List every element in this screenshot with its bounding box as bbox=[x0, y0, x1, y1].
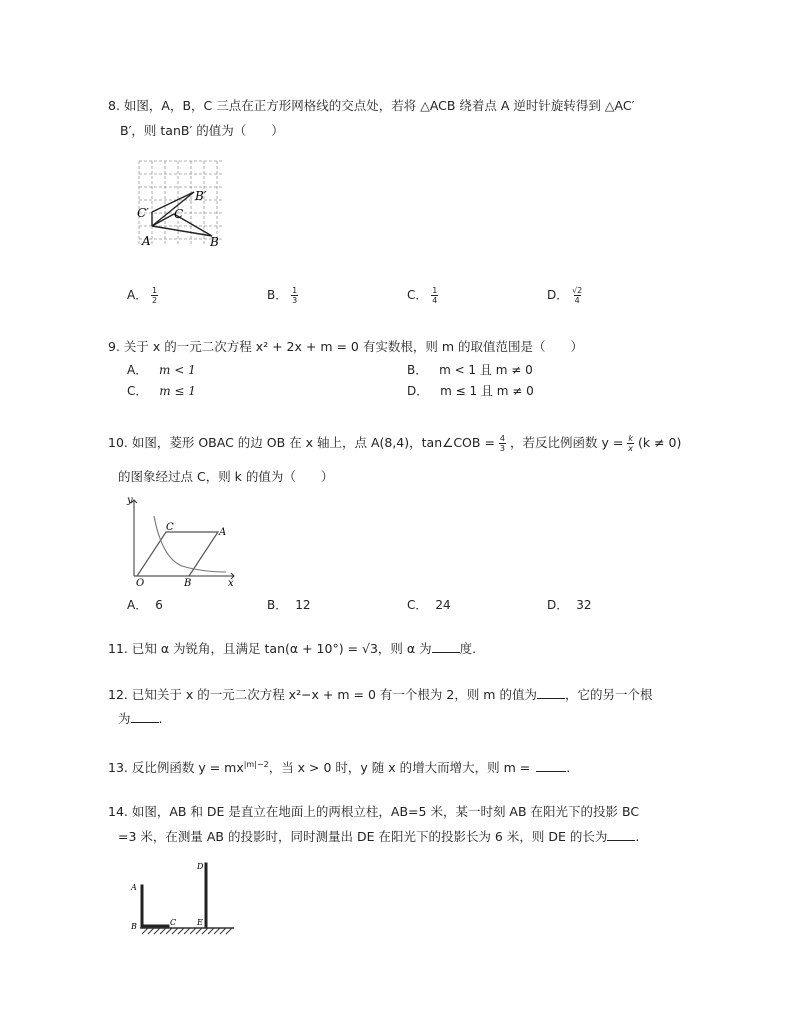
q9-option-a-text: m < 1 bbox=[159, 363, 196, 377]
q9-option-b bbox=[407, 361, 533, 379]
q11-stem bbox=[108, 640, 476, 658]
q10-tan-den: 3 bbox=[499, 444, 505, 453]
q14-ground-hatching bbox=[142, 928, 232, 934]
q10-label-x: x bbox=[228, 578, 234, 586]
q10-kx-num: k bbox=[628, 434, 633, 443]
q10-option-c-letter: C． bbox=[407, 598, 428, 612]
q9-stem: 9. 关于 x 的一元二次方程 x² + 2x + m = 0 有实数根，则 m 的取值范围是（ ） bbox=[108, 339, 583, 354]
q9-option-d bbox=[407, 382, 534, 400]
q12-stem-part-a: 12. 已知关于 x 的一元二次方程 x²−x + m = 0 有一个根为 2，则 m 的值为 bbox=[108, 687, 537, 702]
q11-stem-part-b: 度. bbox=[459, 641, 477, 656]
q14-label-B: B bbox=[131, 922, 137, 931]
q14-stem-line1: 14. 如图，AB 和 DE 是直立在地面上的两根立柱，AB=5 米，某一时刻 AB 在阳光下的投影 BC bbox=[108, 804, 640, 819]
q13-stem-part-a: 13. 反比例函数 y = mx bbox=[108, 760, 244, 776]
q8-option-b bbox=[267, 286, 298, 305]
q8-grid-figure bbox=[134, 156, 228, 248]
q13-exponent: |m|−2 bbox=[243, 760, 269, 769]
q8-label-C: C bbox=[174, 207, 184, 221]
q8-option-a-letter: A． bbox=[127, 288, 148, 302]
q9-option-a-letter: A． bbox=[127, 363, 148, 377]
q10-option-b-letter: B． bbox=[267, 598, 288, 612]
q8-option-b-den: 3 bbox=[292, 296, 298, 305]
q10-label-O: O bbox=[136, 578, 145, 586]
q12-answer-blank-root[interactable] bbox=[131, 722, 159, 723]
q9-option-b-text: m < 1 且 m ≠ 0 bbox=[439, 363, 533, 377]
q14-pillars-figure bbox=[128, 858, 238, 940]
q11-stem-part-a: 11. 已知 α 为锐角，且满足 tan(α + 10°) = √3，则 α 为 bbox=[108, 641, 432, 656]
q12-stem-part-d: . bbox=[158, 711, 163, 726]
q8-option-a-den: 2 bbox=[152, 296, 158, 305]
q14-stem-part-a: =3 米，在测量 AB 的投影时，同时测量出 DE 在阳光下的投影长为 6 米，则 DE 的长为 bbox=[118, 829, 608, 844]
q8-option-c bbox=[407, 286, 438, 305]
q10-stem-part-a: 10. 如图，菱形 OBAC 的边 OB 在 x 轴上，点 A(8,4)，tan∠COB = bbox=[108, 435, 495, 450]
q13-stem-part-b: ，当 x > 0 时，y 随 x 的增大而增大，则 m = bbox=[268, 760, 531, 776]
q8-label-B: B bbox=[210, 235, 219, 248]
q10-rhombus-figure bbox=[122, 492, 240, 586]
q14-answer-blank[interactable] bbox=[607, 840, 635, 841]
q14-label-A: A bbox=[131, 883, 137, 892]
q10-tan-num: 4 bbox=[499, 434, 505, 443]
q10-option-b bbox=[267, 596, 311, 614]
q10-option-d-text: 32 bbox=[576, 598, 592, 612]
q10-hyperbola bbox=[154, 516, 226, 572]
q8-option-a-num: 1 bbox=[152, 286, 158, 295]
q8-option-d-num: √2 bbox=[572, 286, 583, 295]
q8-option-d-letter: D． bbox=[547, 288, 569, 302]
q12-answer-blank-m[interactable] bbox=[537, 698, 565, 699]
q8-option-d-den: 4 bbox=[574, 296, 580, 305]
q14-label-D: D bbox=[197, 862, 204, 871]
q10-stem-line2: 的图象经过点 C，则 k 的值为（ ） bbox=[118, 469, 334, 484]
q8-option-c-num: 1 bbox=[432, 286, 438, 295]
q9-option-c-letter: C． bbox=[127, 384, 148, 398]
q10-label-y: y bbox=[127, 495, 133, 506]
q12-stem-line2 bbox=[118, 710, 163, 728]
q10-kx-fraction bbox=[627, 434, 634, 453]
q10-option-a-letter: A． bbox=[127, 598, 148, 612]
q10-stem-line1 bbox=[108, 434, 681, 453]
q9-option-d-text: m ≤ 1 且 m ≠ 0 bbox=[440, 384, 534, 398]
q10-stem-part-c: (k ≠ 0) bbox=[638, 435, 682, 450]
q8-option-c-letter: C． bbox=[407, 288, 428, 302]
q10-stem-part-b: ，若反比例函数 y = bbox=[509, 435, 624, 450]
q8-option-d-fraction bbox=[572, 286, 582, 305]
q13-stem bbox=[108, 756, 570, 777]
q8-label-Cp: C′ bbox=[137, 206, 149, 220]
q10-kx-den: x bbox=[628, 444, 634, 453]
q14-stem-line2 bbox=[118, 828, 639, 846]
q8-option-c-fraction bbox=[431, 286, 438, 305]
q10-option-c bbox=[407, 596, 451, 614]
q9-option-c bbox=[127, 382, 196, 400]
q13-answer-blank[interactable] bbox=[536, 771, 566, 772]
q8-stem-line1: 8. 如图，A，B，C 三点在正方形网格线的交点处，若将 △ACB 绕着点 A 逆时针旋转得到 △AC′ bbox=[108, 98, 635, 113]
q9-option-a bbox=[127, 361, 196, 379]
q10-label-B: B bbox=[184, 578, 192, 586]
q12-stem-part-b: ，它的另一个根 bbox=[564, 687, 653, 702]
q10-label-C: C bbox=[166, 522, 174, 533]
q8-stem-line2: B′，则 tanB′ 的值为（ ） bbox=[120, 123, 284, 138]
q14-label-E: E bbox=[197, 918, 203, 927]
q11-answer-blank[interactable] bbox=[432, 652, 460, 653]
q10-rhombus-OBAC bbox=[137, 532, 218, 576]
q9-option-b-letter: B． bbox=[407, 363, 428, 377]
q8-option-b-num: 1 bbox=[292, 286, 298, 295]
q10-option-a-text: 6 bbox=[155, 598, 163, 612]
q10-label-A: A bbox=[219, 527, 227, 538]
q8-label-Bp: B′ bbox=[195, 189, 207, 203]
q8-option-a bbox=[127, 286, 158, 305]
q9-option-c-text: m ≤ 1 bbox=[159, 384, 196, 398]
q8-option-d bbox=[547, 286, 582, 305]
q14-label-C: C bbox=[170, 918, 177, 927]
q10-tan-fraction bbox=[499, 434, 506, 453]
q10-option-c-text: 24 bbox=[435, 598, 451, 612]
q8-option-c-den: 4 bbox=[432, 296, 438, 305]
q10-option-d bbox=[547, 596, 592, 614]
q8-option-b-letter: B． bbox=[267, 288, 288, 302]
q10-option-d-letter: D． bbox=[547, 598, 569, 612]
q12-stem-line1 bbox=[108, 686, 652, 704]
q8-label-A: A bbox=[142, 234, 151, 248]
q12-stem-part-c: 为 bbox=[118, 711, 131, 726]
q9-option-d-letter: D． bbox=[407, 384, 429, 398]
q10-option-b-text: 12 bbox=[295, 598, 311, 612]
q10-option-a bbox=[127, 596, 163, 614]
q8-option-a-fraction bbox=[151, 286, 158, 305]
q13-stem-part-c: . bbox=[566, 760, 571, 776]
q8-option-b-fraction bbox=[291, 286, 298, 305]
q14-stem-part-b: . bbox=[635, 829, 640, 844]
